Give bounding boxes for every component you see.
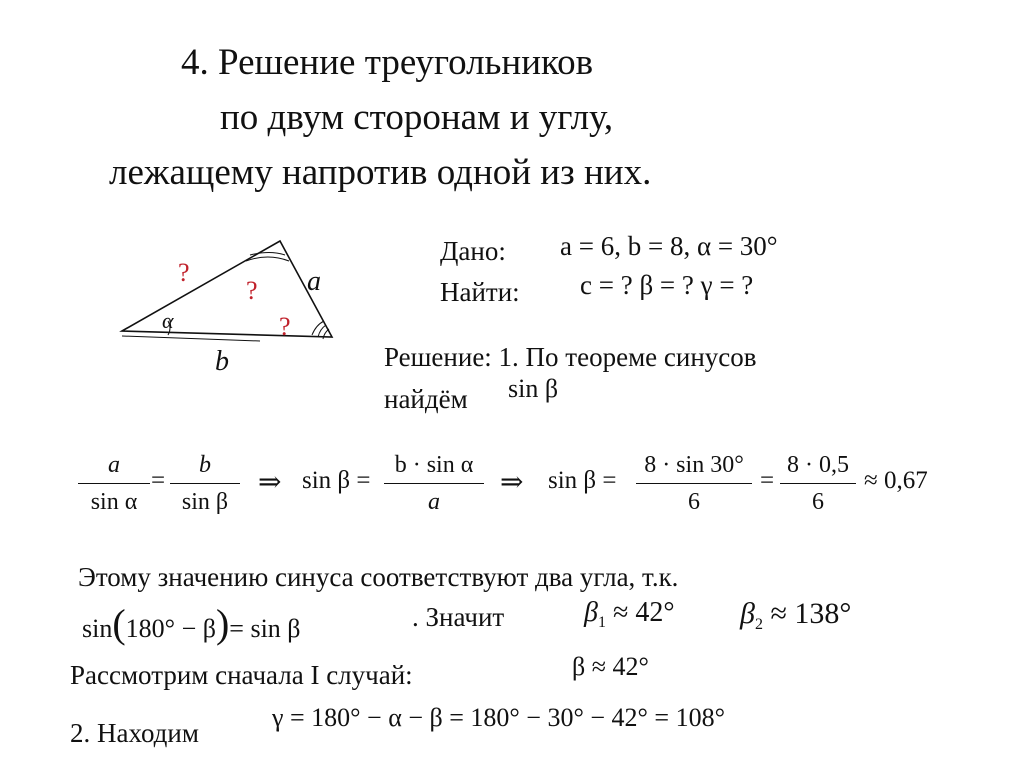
- fraction-bar: [78, 483, 150, 484]
- fraction-bar: [780, 483, 856, 484]
- beta2-approx: $\beta_2 \approx 138^\circ$: [740, 597, 852, 633]
- find-label: Найти:: [440, 277, 520, 307]
- sin-beta-label-2: sin β =: [548, 467, 617, 494]
- beta-symbol: β: [740, 597, 755, 630]
- question-mark-angle-beta: ?: [279, 312, 291, 341]
- fraction-denominator: 6: [812, 489, 824, 515]
- question-mark-side-c: ?: [178, 258, 190, 287]
- fraction-numerator: 8 · 0,5: [787, 452, 849, 478]
- given-label: Дано:: [440, 236, 506, 266]
- fraction-8sin30-over-6: [636, 450, 752, 517]
- triangle-shape: [122, 241, 332, 337]
- solution-line-1: Решение: 1. По теореме синусов: [384, 342, 757, 372]
- solution-target-sin-beta: sin β: [508, 374, 559, 403]
- fraction-bar: [636, 483, 752, 484]
- fraction-denominator: a: [428, 489, 440, 515]
- znachit-label: . Значит: [412, 602, 505, 632]
- given-values: a = 6, b = 8, α = 30°: [560, 231, 778, 261]
- fraction-bar: [170, 483, 240, 484]
- identity-right: = sin β: [229, 614, 301, 643]
- fraction-bar: [384, 483, 484, 484]
- identity-inner: 180° − β: [125, 614, 216, 643]
- label-side-a: a: [307, 266, 321, 297]
- fraction-numerator: 8 · sin 30°: [644, 452, 744, 478]
- title-line-3: лежащему напротив одной из них.: [109, 152, 652, 193]
- implies-arrow-1: ⇒: [258, 467, 282, 498]
- side-b-marker: [122, 336, 260, 341]
- find-values: c = ? β = ? γ = ?: [580, 270, 754, 300]
- gamma-equation: γ = 180° − α − β = 180° − 30° − 42° = 108°: [272, 703, 725, 732]
- fraction-b-sin-alpha-over-a: [384, 450, 484, 517]
- sine-identity: [82, 600, 301, 647]
- question-mark-angle-gamma: ?: [246, 276, 258, 305]
- fraction-8x05-over-6: [780, 450, 856, 517]
- step-two-label: 2. Находим: [70, 718, 199, 748]
- fraction-numerator: a: [108, 452, 120, 478]
- fraction-numerator: b: [199, 452, 211, 478]
- approx-value-067: ≈ 0,67: [864, 467, 928, 494]
- fraction-a-over-sin-alpha: [78, 450, 150, 517]
- identity-sin: sin: [82, 614, 113, 643]
- open-paren: (: [112, 601, 126, 646]
- two-angles-sentence: Этому значению синуса соответствуют два угла, т.к.: [78, 562, 679, 592]
- angle-right-arc-2: [318, 325, 326, 337]
- title-line-1: 4. Решение треугольников: [181, 42, 594, 83]
- beta-symbol: β: [584, 597, 598, 628]
- case-one-beta-value: β ≈ 42°: [572, 652, 649, 681]
- fraction-numerator: b · sin α: [394, 452, 474, 478]
- beta1-approx: $\beta_1 \approx 42^\circ$: [584, 597, 675, 631]
- beta-subscript: 1: [597, 614, 606, 631]
- equals-sign: =: [151, 467, 166, 494]
- title-line-2: по двум сторонам и углу,: [220, 97, 614, 138]
- sin-beta-label-1: sin β =: [302, 467, 371, 494]
- label-angle-alpha: α: [162, 308, 174, 333]
- beta-subscript: 2: [754, 616, 763, 633]
- fraction-denominator: 6: [688, 489, 700, 515]
- fraction-denominator: sin β: [181, 489, 229, 515]
- solution-line-2: найдём: [384, 384, 468, 414]
- fraction-b-over-sin-beta: [170, 450, 240, 517]
- case-one-label: Рассмотрим сначала I случай:: [70, 660, 413, 690]
- implies-arrow-2: ⇒: [500, 467, 524, 498]
- equals-sign-2: =: [760, 467, 775, 494]
- label-side-b: b: [215, 346, 229, 377]
- fraction-denominator: sin α: [90, 489, 138, 515]
- close-paren: ): [215, 601, 230, 646]
